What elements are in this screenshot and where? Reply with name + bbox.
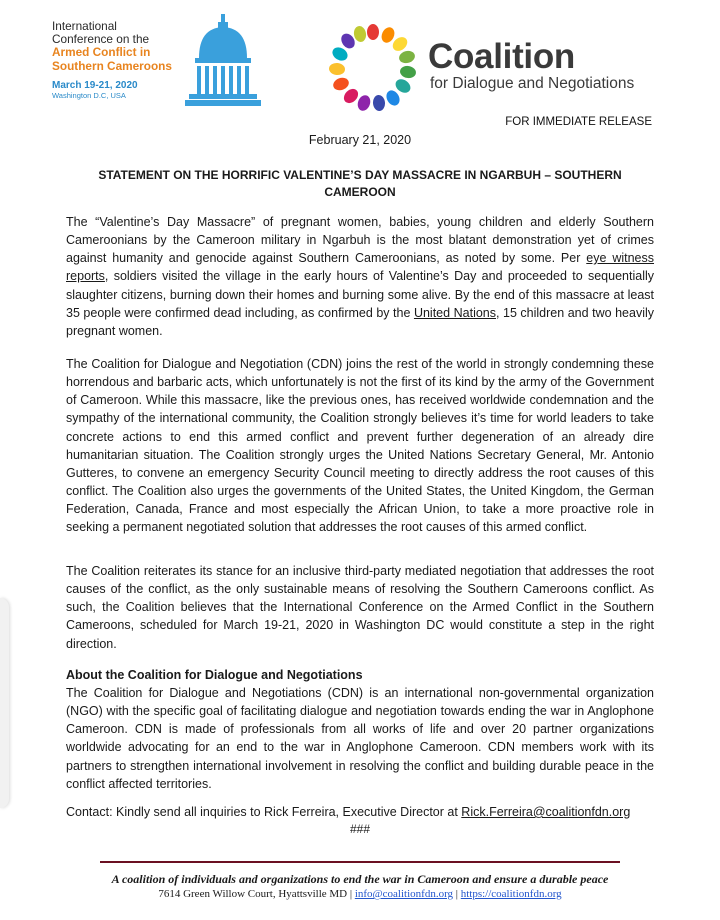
united-nations-link[interactable]: United Nations bbox=[413, 305, 496, 320]
contact-email-link[interactable]: Rick.Ferreira@coalitionfdn.org bbox=[461, 805, 631, 819]
page-edge-tab bbox=[0, 598, 9, 808]
statement-date: February 21, 2020 bbox=[308, 133, 412, 147]
footer-address-line bbox=[0, 888, 720, 900]
conference-line-1: International bbox=[52, 19, 117, 33]
conference-line-2: Conference on the bbox=[52, 32, 150, 47]
footer-tagline: A coalition of individuals and organizations to end the war in Cameroon and ensure a durable peace bbox=[111, 872, 609, 886]
end-mark: ### bbox=[349, 822, 371, 836]
handprint-wreath-icon bbox=[327, 22, 419, 114]
conference-dates: March 19-21, 2020 bbox=[52, 79, 138, 91]
about-heading: About the Coalition for Dialogue and Negotiations bbox=[66, 668, 363, 682]
paragraph-1 bbox=[66, 213, 654, 340]
paragraph-1-part-c: , 15 children and two heavily pregnant women. bbox=[66, 305, 654, 338]
coalition-title: Coalition bbox=[428, 37, 576, 76]
about-paragraph: The Coalition for Dialogue and Negotiations (CDN) is an international non-governmental organization (NGO) with the specific goal of facilitating dialogue and negotiation towards ending the war in Anglophone Cameroon. CDN is made of professionals from all works of life and over 20 partner organizations worldwide advocating for an end to the war in Anglophone Cameroon. CDN members work with its partners to strengthen international involvement in resolving the conflict and building durable peace in the conflict affected territories. bbox=[66, 686, 654, 791]
footer-email-link[interactable]: info@coalitionfdn.org bbox=[354, 888, 454, 900]
footer-website-link[interactable]: https://coalitionfdn.org bbox=[460, 888, 562, 900]
eye-witness-reports-link[interactable]: eye witness reports bbox=[66, 251, 655, 284]
coalition-subtitle: for Dialogue and Negotiations bbox=[430, 75, 635, 92]
footer-separator: | bbox=[347, 888, 355, 900]
footer-separator: | bbox=[453, 888, 461, 900]
paragraph-2: The Coalition for Dialogue and Negotiation (CDN) joins the rest of the world in strongly condemning these horrendous and barbaric acts, which unfortunately is not the first of its kind by the army of the Government of Cameroon. While this massacre, like the previous ones, has received worldwide condemnation and the sympathy of the international community, the Coalition strongly believes it’s time for world leaders to take concrete actions to end this armed conflict and prevent further degeneration of an already dire humanitarian situation. The Coalition strongly urges the United Nations Secretary General, Mr. Antonio Gutteres, to convene an emergency Security Council meeting to directly address the root causes of this conflict. The Coalition also urges the governments of the United States, the United Kingdom, the German Federation, Canada, France and most especially the African Union, to take a more proactive role in seeking a permanent negotiated solution that addresses the root causes of this armed conflict. bbox=[66, 357, 654, 535]
footer-address: 7614 Green Willow Court, Hyattsville MD bbox=[158, 888, 348, 900]
conference-place: Washington D.C, USA bbox=[52, 91, 126, 100]
conference-line-4: Southern Cameroons bbox=[52, 58, 172, 73]
conference-logo-text bbox=[52, 20, 172, 100]
capitol-dome-icon bbox=[185, 14, 261, 106]
footer-rule bbox=[100, 861, 620, 863]
paragraph-1-part-b: , soldiers visited the village in the early hours of Valentine’s Day and proceeded to sequentially slaughter citizens, burning down their homes and burning some alive. By the end of this massacre at least 35 people were confirmed dead including, as confirmed by the bbox=[66, 269, 654, 320]
contact-text: Contact: Kindly send all inquiries to Rick Ferreira, Executive Director at bbox=[66, 805, 462, 819]
statement-headline: STATEMENT ON THE HORRIFIC VALENTINE’S DAY MASSACRE IN NGARBUH – SOUTHERN CAMEROON bbox=[98, 168, 622, 200]
conference-line-3: Armed Conflict in bbox=[52, 45, 151, 60]
release-label: FOR IMMEDIATE RELEASE bbox=[505, 116, 652, 128]
paragraph-1-part-a: The “Valentine’s Day Massacre” of pregnant women, babies, young children and elderly Southern Cameroonians by the Cameroon military in Ngarbuh is the most blatant demonstration yet of crimes against humanity and genocide against Southern Cameroonians, as noted by some. Per bbox=[66, 215, 654, 266]
contact-line bbox=[66, 805, 630, 819]
paragraph-3: The Coalition reiterates its stance for an inclusive third-party mediated negotiation that addresses the root causes of the conflict, as the only sustainable means of resolving the Southern Cameroons conflict. As such, the Coalition believes that the International Conference on the Armed Conflict in the Southern Cameroons, scheduled for March 19-21, 2020 in Washington DC would constitute a step in the right direction. bbox=[66, 564, 654, 651]
